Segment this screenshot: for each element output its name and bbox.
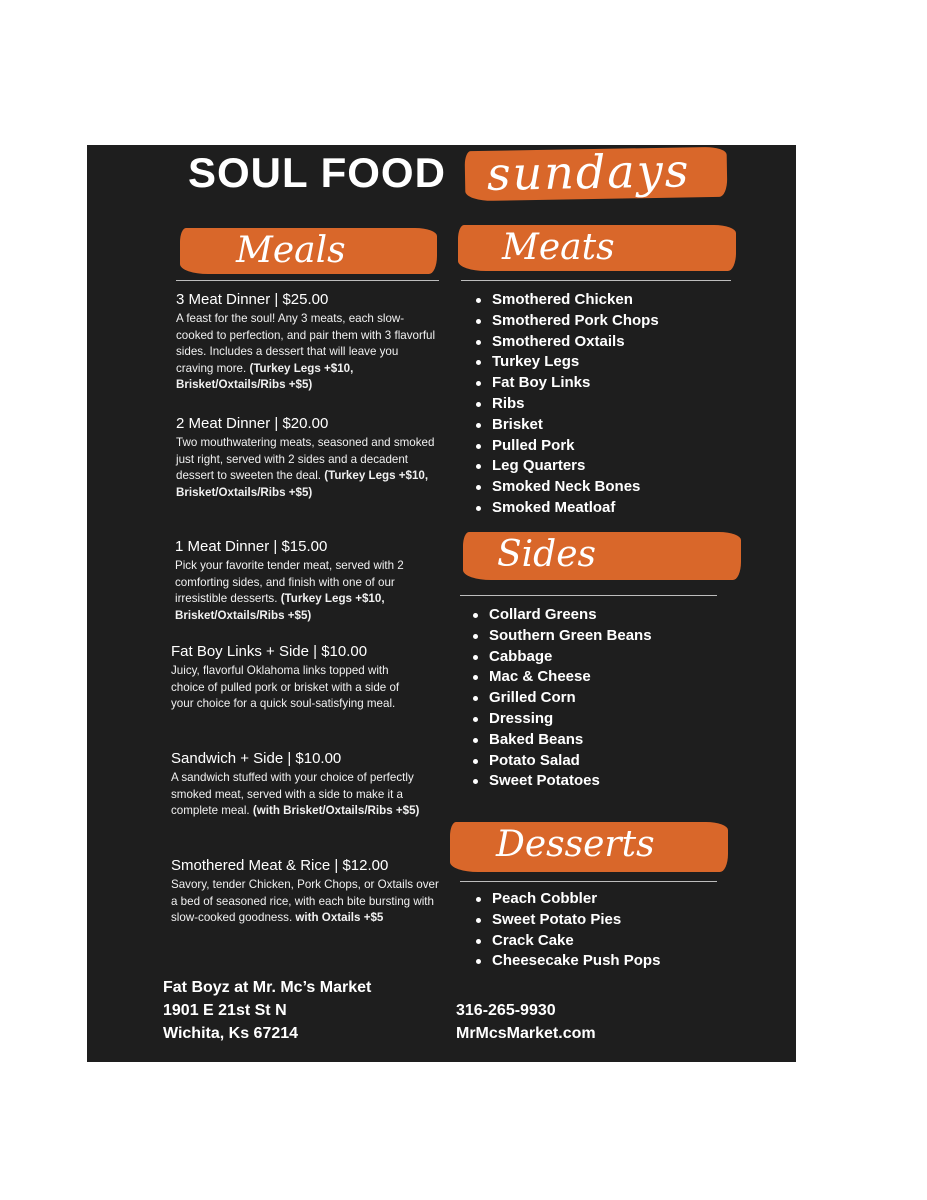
menu-flyer <box>87 145 796 1062</box>
list-item: Cheesecake Push Pops <box>476 951 660 972</box>
list-item: Turkey Legs <box>476 352 659 373</box>
meal-title: 2 Meat Dinner | $20.00 <box>176 415 329 432</box>
contact-block <box>456 999 596 1045</box>
list-item: Peach Cobbler <box>476 889 660 910</box>
meal-title: Sandwich + Side | $10.00 <box>171 750 342 767</box>
list-item: Ribs <box>476 394 659 415</box>
meal-description: A feast for the soul! Any 3 meats, each slow-cooked to perfection, and pair them with 3 flavorful sides. Includes a dessert that will leave you craving more. (Turkey Legs +$10, Brisket/Oxtails/Ribs +$5) <box>176 312 436 391</box>
desserts-heading: Desserts <box>496 824 655 865</box>
meal-title: 1 Meat Dinner | $15.00 <box>175 538 328 555</box>
list-item: Sweet Potatoes <box>473 771 652 792</box>
sides-heading: Sides <box>497 534 596 575</box>
list-item: Baked Beans <box>473 730 652 751</box>
meal-note: (Turkey Legs +$10, Brisket/Oxtails/Ribs +$5) <box>175 592 385 622</box>
meals-heading: Meals <box>236 230 346 271</box>
meal-item <box>176 415 438 501</box>
list-item: Collard Greens <box>473 605 652 626</box>
title-soul-food: SOUL FOOD <box>188 149 446 196</box>
meal-note: (Turkey Legs +$10, Brisket/Oxtails/Ribs +$5) <box>176 469 429 499</box>
list-item: Fat Boy Links <box>476 373 659 394</box>
list-item: Grilled Corn <box>473 688 652 709</box>
sides-list <box>473 605 652 792</box>
meal-item <box>171 750 421 820</box>
phone-number[interactable]: 316-265-9930 <box>456 1002 556 1019</box>
list-item: Smothered Chicken <box>476 290 659 311</box>
meal-title: Fat Boy Links + Side | $10.00 <box>171 643 368 660</box>
list-item: Potato Salad <box>473 751 652 772</box>
business-name: Fat Boyz at Mr. Mc’s Market <box>163 979 372 996</box>
street-address: 1901 E 21st St N <box>163 1002 287 1019</box>
meats-banner <box>458 225 736 271</box>
meal-description: A sandwich stuffed with your choice of perfectly smoked meat, served with a side to make it a complete meal. (with Brisket/Oxtails/Ribs +$5) <box>171 771 420 817</box>
list-item: Cabbage <box>473 647 652 668</box>
meats-heading: Meats <box>502 227 615 268</box>
meal-title: 3 Meat Dinner | $25.00 <box>176 291 329 308</box>
list-item: Smoked Neck Bones <box>476 477 659 498</box>
sides-divider <box>460 595 717 596</box>
list-item: Dressing <box>473 709 652 730</box>
meal-description: Juicy, flavorful Oklahoma links topped with choice of pulled pork or brisket with a side of your choice for a quick soul-satisfying meal. <box>171 664 400 710</box>
meal-description: Pick your favorite tender meat, served with 2 comforting sides, and finish with one of our irresistible desserts. (Turkey Legs +$10, Brisket/Oxtails/Ribs +$5) <box>175 559 404 622</box>
list-item: Smoked Meatloaf <box>476 498 659 519</box>
desserts-divider <box>460 881 717 882</box>
list-item: Leg Quarters <box>476 456 659 477</box>
meal-description: Savory, tender Chicken, Pork Chops, or Oxtails over a bed of seasoned rice, with each bite bursting with slow-cooked goodness. with Oxtails +$5 <box>171 878 439 924</box>
address-block <box>163 976 371 1045</box>
meal-note: (with Brisket/Oxtails/Ribs +$5) <box>252 804 420 817</box>
city-state-zip: Wichita, Ks 67214 <box>163 1025 299 1042</box>
sundays-brush-banner <box>465 143 728 202</box>
meats-list <box>476 290 659 519</box>
meal-note: with Oxtails +$5 <box>295 911 384 924</box>
list-item: Mac & Cheese <box>473 667 652 688</box>
meal-title: Smothered Meat & Rice | $12.00 <box>171 857 389 874</box>
list-item: Brisket <box>476 415 659 436</box>
meal-item <box>175 538 420 624</box>
meats-divider <box>461 280 731 281</box>
list-item: Southern Green Beans <box>473 626 652 647</box>
list-item: Smothered Oxtails <box>476 332 659 353</box>
website-link[interactable]: MrMcsMarket.com <box>456 1025 596 1042</box>
sides-banner <box>463 532 741 580</box>
meals-banner <box>180 228 437 274</box>
desserts-list <box>476 889 660 972</box>
list-item: Crack Cake <box>476 931 660 952</box>
desserts-banner <box>450 822 728 872</box>
meals-divider <box>176 280 439 281</box>
meal-description: Two mouthwatering meats, seasoned and smoked just right, served with 2 sides and a decadent dessert to sweeten the deal. (Turkey Legs +$10, Brisket/Oxtails/Ribs +$5) <box>176 436 435 499</box>
title-sundays: sundays <box>486 143 691 201</box>
meal-note: (Turkey Legs +$10, Brisket/Oxtails/Ribs +$5) <box>176 361 354 391</box>
meal-item <box>171 643 421 713</box>
list-item: Smothered Pork Chops <box>476 311 659 332</box>
meal-item <box>171 857 439 927</box>
list-item: Pulled Pork <box>476 436 659 457</box>
meal-item <box>176 291 438 394</box>
list-item: Sweet Potato Pies <box>476 910 660 931</box>
